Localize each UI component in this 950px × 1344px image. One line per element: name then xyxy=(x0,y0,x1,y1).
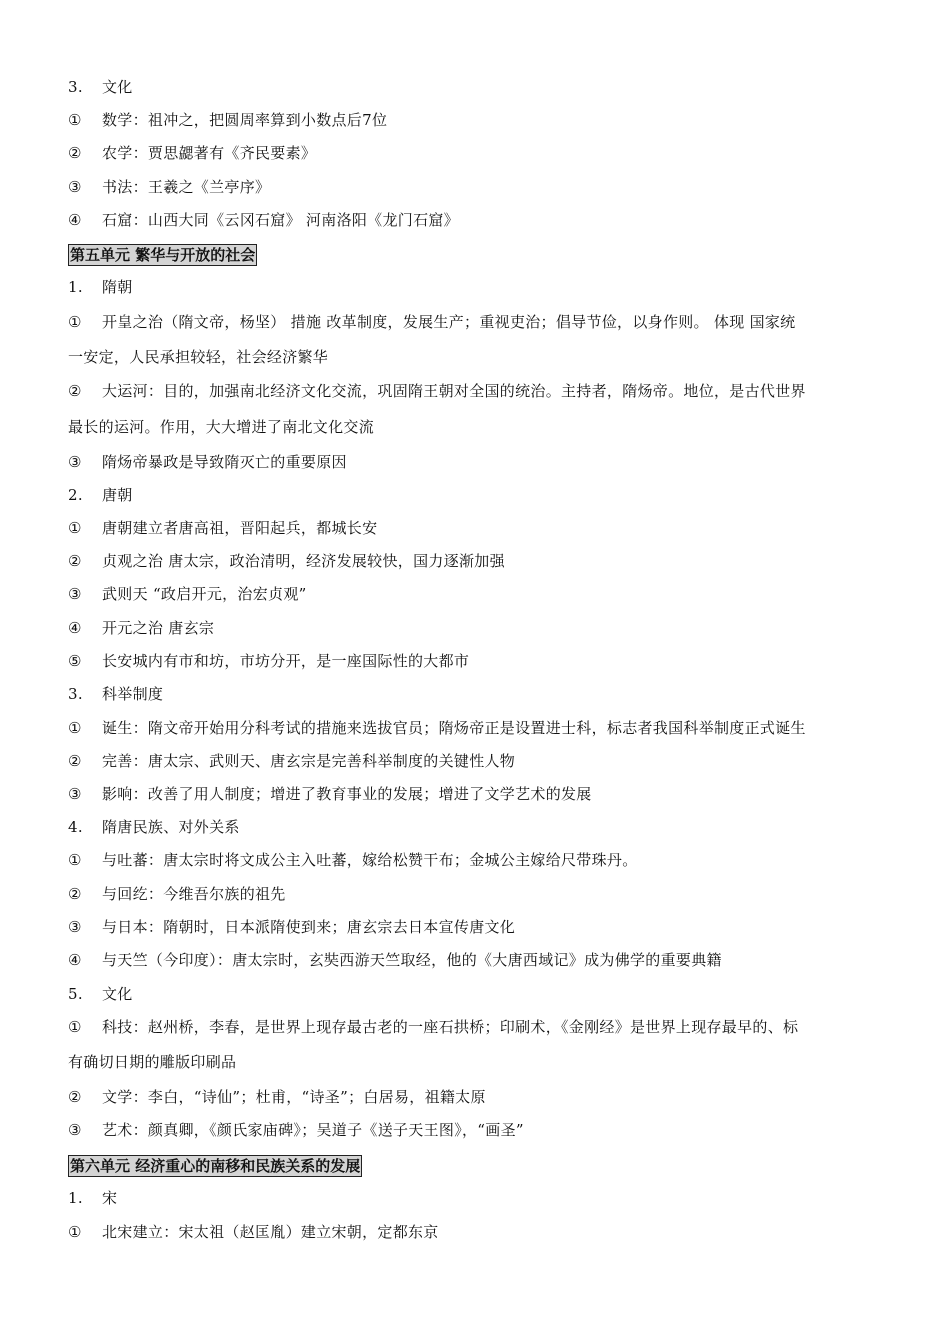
list-item: ① 与吐蕃：唐太宗时将文成公主入吐蕃，嫁给松赞干布；金城公主嫁给尺带珠丹。 xyxy=(68,851,638,869)
section-heading: 4. 隋唐民族、对外关系 xyxy=(68,818,240,836)
section-heading: 1. 隋朝 xyxy=(68,278,133,296)
list-item: ④ 开元之治 唐玄宗 xyxy=(68,619,215,637)
list-item: ① 数学：祖冲之，把圆周率算到小数点后7位 xyxy=(68,111,388,129)
list-item: ① 科技：赵州桥，李春，是世界上现存最古老的一座石拱桥；印刷术，《金刚经》是世界上现存最早的、标 xyxy=(68,1018,799,1036)
list-item: ③ 武则天 “政启开元，治宏贞观” xyxy=(68,585,307,603)
list-item: ④ 与天竺（今印度）：唐太宗时，玄奘西游天竺取经，他的《大唐西域记》成为佛学的重要典籍 xyxy=(68,951,722,969)
list-item: ④ 石窟：山西大同《云冈石窟》 河南洛阳《龙门石窟》 xyxy=(68,211,459,229)
section-heading: 3. 文化 xyxy=(68,78,133,96)
unit-heading: 第五单元 繁华与开放的社会 xyxy=(70,246,256,264)
section-heading: 1. 宋 xyxy=(68,1189,118,1207)
list-item-continuation: 一安定，人民承担较轻，社会经济繁华 xyxy=(68,348,329,366)
list-item: ③ 艺术：颜真卿，《颜氏家庙碑》；吴道子《送子天王图》，“画圣” xyxy=(68,1121,524,1139)
list-item: ① 开皇之治（隋文帝，杨坚） 措施 改革制度，发展生产；重视吏治；倡导节俭，以身作则。 体现 国家统 xyxy=(68,313,796,331)
list-item: ③ 影响：改善了用人制度；增进了教育事业的发展；增进了文学艺术的发展 xyxy=(68,785,592,803)
list-item: ② 大运河：目的，加强南北经济文化交流，巩固隋王朝对全国的统治。主持者，隋炀帝。地位，是古代世界 xyxy=(68,382,806,400)
list-item: ③ 隋炀帝暴政是导致隋灭亡的重要原因 xyxy=(68,453,347,471)
list-item: ③ 书法：王羲之《兰亭序》 xyxy=(68,178,271,196)
list-item: ① 唐朝建立者唐高祖，晋阳起兵，都城长安 xyxy=(68,519,378,537)
section-heading: 5. 文化 xyxy=(68,985,133,1003)
section-heading: 2. 唐朝 xyxy=(68,486,133,504)
list-item-continuation: 最长的运河。作用，大大增进了南北文化交流 xyxy=(68,418,375,436)
list-item: ② 贞观之治 唐太宗，政治清明，经济发展较快，国力逐渐加强 xyxy=(68,552,505,570)
list-item-continuation: 有确切日期的雕版印刷品 xyxy=(68,1053,237,1071)
list-item: ⑤ 长安城内有市和坊，市坊分开，是一座国际性的大都市 xyxy=(68,652,470,670)
list-item: ② 文学：李白，“诗仙”；杜甫，“诗圣”；白居易，祖籍太原 xyxy=(68,1088,486,1106)
list-item: ① 诞生：隋文帝开始用分科考试的措施来选拔官员；隋炀帝正是设置进士科，标志者我国科举制度正式诞生 xyxy=(68,719,806,737)
list-item: ② 完善：唐太宗、武则天、唐玄宗是完善科举制度的关键性人物 xyxy=(68,752,516,770)
list-item: ③ 与日本：隋朝时，日本派隋使到来；唐玄宗去日本宣传唐文化 xyxy=(68,918,516,936)
list-item: ② 农学：贾思勰著有《齐民要素》 xyxy=(68,144,317,162)
list-item: ① 北宋建立：宋太祖（赵匡胤）建立宋朝，定都东京 xyxy=(68,1223,439,1241)
unit-heading: 第六单元 经济重心的南移和民族关系的发展 xyxy=(70,1157,361,1175)
section-heading: 3. 科举制度 xyxy=(68,685,164,703)
list-item: ② 与回纥：今维吾尔族的祖先 xyxy=(68,885,286,903)
